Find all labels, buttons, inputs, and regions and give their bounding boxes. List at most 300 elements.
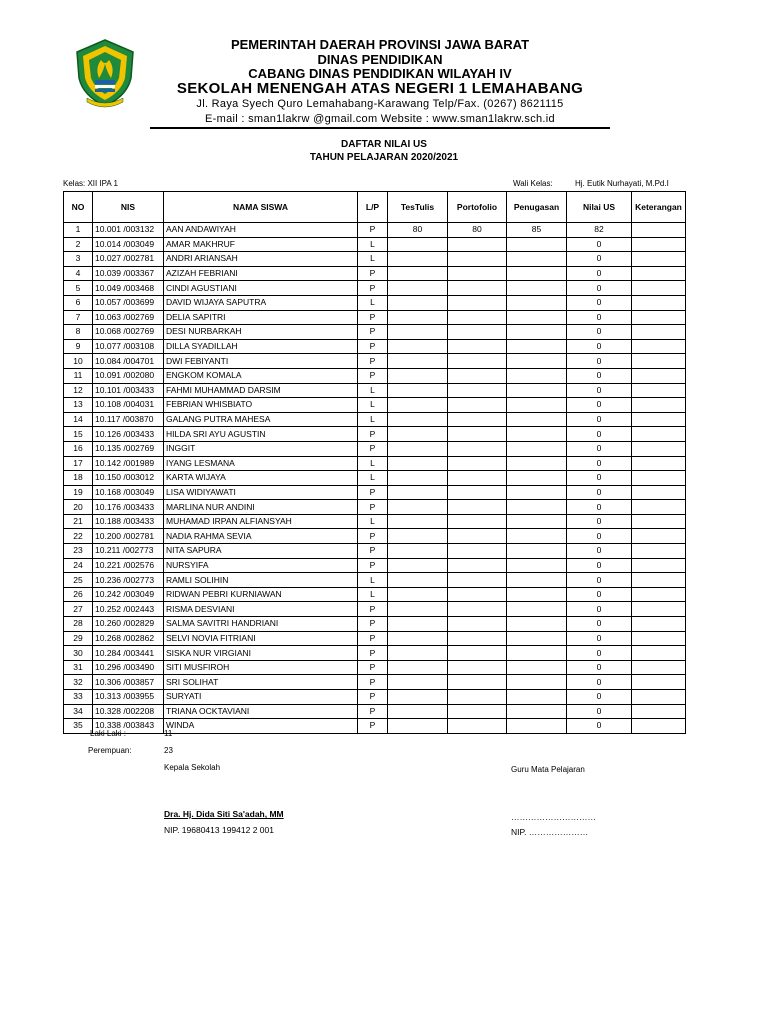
table-row: [64, 558, 686, 573]
cell-final-score: 0: [567, 719, 632, 734]
cell-written-test: [388, 514, 448, 529]
cell-name: WINDA: [164, 719, 358, 734]
cell-notes: [632, 237, 686, 252]
cell-notes: [632, 412, 686, 427]
cell-no: 12: [64, 383, 93, 398]
cell-assignment: [507, 500, 567, 515]
provincial-logo: [73, 38, 137, 108]
cell-gender: P: [358, 281, 388, 296]
cell-written-test: [388, 427, 448, 442]
cell-portfolio: [448, 544, 507, 559]
cell-no: 3: [64, 252, 93, 267]
table-row: [64, 471, 686, 486]
cell-gender: P: [358, 266, 388, 281]
cell-notes: [632, 485, 686, 500]
cell-notes: [632, 441, 686, 456]
cell-notes: [632, 704, 686, 719]
academic-year: TAHUN PELAJARAN 2020/2021: [309, 152, 459, 163]
table-row: [64, 237, 686, 252]
cell-notes: [632, 514, 686, 529]
cell-final-score: 0: [567, 675, 632, 690]
cell-written-test: [388, 339, 448, 354]
cell-assignment: [507, 587, 567, 602]
cell-name: TRIANA OCKTAVIANI: [164, 704, 358, 719]
cell-assignment: [507, 252, 567, 267]
cell-name: GALANG PUTRA MAHESA: [164, 412, 358, 427]
cell-written-test: [388, 690, 448, 705]
cell-nis: 10.200 /002781: [93, 529, 164, 544]
male-count-label: Laki Laki :: [90, 729, 127, 738]
cell-no: 18: [64, 471, 93, 486]
cell-gender: P: [358, 719, 388, 734]
cell-notes: [632, 587, 686, 602]
cell-final-score: 0: [567, 617, 632, 632]
cell-written-test: [388, 587, 448, 602]
cell-written-test: [388, 237, 448, 252]
cell-gender: P: [358, 529, 388, 544]
cell-name: LISA WIDIYAWATI: [164, 485, 358, 500]
cell-written-test: [388, 544, 448, 559]
cell-nis: 10.252 /002443: [93, 602, 164, 617]
cell-portfolio: [448, 354, 507, 369]
cell-written-test: [388, 325, 448, 340]
cell-written-test: [388, 398, 448, 413]
cell-written-test: [388, 368, 448, 383]
cell-gender: L: [358, 383, 388, 398]
cell-written-test: [388, 266, 448, 281]
cell-name: RISMA DESVIANI: [164, 602, 358, 617]
cell-portfolio: [448, 646, 507, 661]
cell-written-test: [388, 500, 448, 515]
cell-nis: 10.268 /002862: [93, 631, 164, 646]
cell-nis: 10.150 /003012: [93, 471, 164, 486]
cell-no: 5: [64, 281, 93, 296]
cell-final-score: 0: [567, 368, 632, 383]
cell-gender: P: [358, 544, 388, 559]
cell-assignment: [507, 412, 567, 427]
table-row: [64, 500, 686, 515]
cell-assignment: [507, 325, 567, 340]
cell-gender: P: [358, 704, 388, 719]
cell-final-score: 0: [567, 631, 632, 646]
table-row: [64, 398, 686, 413]
cell-assignment: [507, 485, 567, 500]
cell-portfolio: [448, 281, 507, 296]
col-header-nis: NIS: [93, 192, 164, 223]
cell-gender: P: [358, 354, 388, 369]
cell-nis: 10.242 /003049: [93, 587, 164, 602]
cell-gender: P: [358, 617, 388, 632]
cell-portfolio: [448, 485, 507, 500]
cell-written-test: [388, 354, 448, 369]
cell-portfolio: [448, 456, 507, 471]
table-row: [64, 368, 686, 383]
cell-name: KARTA WIJAYA: [164, 471, 358, 486]
cell-no: 2: [64, 237, 93, 252]
cell-portfolio: [448, 471, 507, 486]
table-row: [64, 456, 686, 471]
cell-name: MUHAMAD IRPAN ALFIANSYAH: [164, 514, 358, 529]
cell-no: 33: [64, 690, 93, 705]
col-header-name: NAMA SISWA: [164, 192, 358, 223]
cell-written-test: [388, 704, 448, 719]
male-count: 11: [164, 729, 173, 738]
cell-notes: [632, 223, 686, 238]
table-row: [64, 704, 686, 719]
cell-final-score: 0: [567, 266, 632, 281]
homeroom-teacher: Hj. Eutik Nurhayati, M.Pd.I: [575, 179, 669, 188]
col-header-portfolio: Portofolio: [448, 192, 507, 223]
cell-final-score: 0: [567, 573, 632, 588]
cell-gender: L: [358, 514, 388, 529]
cell-nis: 10.188 /003433: [93, 514, 164, 529]
cell-portfolio: [448, 602, 507, 617]
cell-nis: 10.135 /002769: [93, 441, 164, 456]
cell-notes: [632, 719, 686, 734]
cell-written-test: [388, 675, 448, 690]
cell-notes: [632, 398, 686, 413]
cell-name: RAMLI SOLIHIN: [164, 573, 358, 588]
cell-gender: P: [358, 339, 388, 354]
cell-assignment: [507, 704, 567, 719]
cell-portfolio: [448, 368, 507, 383]
cell-notes: [632, 383, 686, 398]
cell-assignment: [507, 456, 567, 471]
kop-line-1: PEMERINTAH DAERAH PROVINSI JAWA BARAT: [230, 37, 530, 52]
col-header-final-score: Nilai US: [567, 192, 632, 223]
cell-notes: [632, 252, 686, 267]
table-row: [64, 295, 686, 310]
west-java-emblem-icon: [73, 38, 137, 108]
table-row: [64, 310, 686, 325]
cell-assignment: [507, 339, 567, 354]
cell-nis: 10.221 /002576: [93, 558, 164, 573]
cell-assignment: [507, 398, 567, 413]
col-header-notes: Keterangan: [632, 192, 686, 223]
cell-gender: L: [358, 573, 388, 588]
teacher-label: Guru Mata Pelajaran: [511, 765, 585, 774]
cell-name: AZIZAH FEBRIANI: [164, 266, 358, 281]
kop-line-3: CABANG DINAS PENDIDIKAN WILAYAH IV: [248, 66, 512, 81]
cell-notes: [632, 354, 686, 369]
cell-no: 35: [64, 719, 93, 734]
cell-final-score: 0: [567, 587, 632, 602]
cell-name: SURYATI: [164, 690, 358, 705]
cell-no: 23: [64, 544, 93, 559]
cell-name: DWI FEBIYANTI: [164, 354, 358, 369]
cell-final-score: 0: [567, 295, 632, 310]
cell-notes: [632, 266, 686, 281]
cell-assignment: [507, 310, 567, 325]
cell-name: FEBRIAN WHISBIATO: [164, 398, 358, 413]
cell-nis: 10.091 /002080: [93, 368, 164, 383]
cell-final-score: 82: [567, 223, 632, 238]
cell-no: 6: [64, 295, 93, 310]
cell-gender: P: [358, 485, 388, 500]
cell-notes: [632, 500, 686, 515]
cell-notes: [632, 310, 686, 325]
cell-written-test: [388, 441, 448, 456]
cell-assignment: [507, 529, 567, 544]
table-row: [64, 383, 686, 398]
cell-assignment: [507, 514, 567, 529]
school-name: SEKOLAH MENENGAH ATAS NEGERI 1 LEMAHABANG: [176, 80, 584, 97]
principal-label: Kepala Sekolah: [164, 763, 221, 772]
cell-portfolio: [448, 587, 507, 602]
cell-no: 9: [64, 339, 93, 354]
table-row: [64, 441, 686, 456]
cell-notes: [632, 544, 686, 559]
cell-nis: 10.126 /003433: [93, 427, 164, 442]
cell-name: NITA SAPURA: [164, 544, 358, 559]
cell-final-score: 0: [567, 529, 632, 544]
cell-nis: 10.236 /002773: [93, 573, 164, 588]
cell-written-test: [388, 529, 448, 544]
cell-name: DILLA SYADILLAH: [164, 339, 358, 354]
table-row: [64, 675, 686, 690]
cell-no: 7: [64, 310, 93, 325]
cell-name: RIDWAN PEBRI KURNIAWAN: [164, 587, 358, 602]
cell-name: AMAR MAKHRUF: [164, 237, 358, 252]
cell-no: 13: [64, 398, 93, 413]
cell-gender: P: [358, 558, 388, 573]
cell-portfolio: [448, 631, 507, 646]
cell-final-score: 0: [567, 441, 632, 456]
cell-final-score: 0: [567, 412, 632, 427]
table-row: [64, 514, 686, 529]
cell-nis: 10.077 /003108: [93, 339, 164, 354]
cell-gender: L: [358, 471, 388, 486]
cell-written-test: 80: [388, 223, 448, 238]
cell-no: 4: [64, 266, 93, 281]
table-row: [64, 223, 686, 238]
cell-assignment: [507, 471, 567, 486]
cell-written-test: [388, 719, 448, 734]
cell-final-score: 0: [567, 354, 632, 369]
header-divider: [150, 127, 610, 129]
cell-notes: [632, 368, 686, 383]
cell-notes: [632, 339, 686, 354]
cell-written-test: [388, 456, 448, 471]
cell-gender: P: [358, 325, 388, 340]
cell-name: IYANG LESMANA: [164, 456, 358, 471]
cell-gender: P: [358, 660, 388, 675]
cell-notes: [632, 471, 686, 486]
cell-portfolio: [448, 573, 507, 588]
table-row: [64, 587, 686, 602]
cell-name: HILDA SRI AYU AGUSTIN: [164, 427, 358, 442]
cell-assignment: [507, 441, 567, 456]
table-header-row: [64, 192, 686, 223]
table-row: [64, 266, 686, 281]
table-row: [64, 631, 686, 646]
class-label: Kelas: XII IPA 1: [63, 179, 118, 188]
table-row: [64, 529, 686, 544]
cell-assignment: [507, 660, 567, 675]
table-row: [64, 427, 686, 442]
cell-portfolio: [448, 237, 507, 252]
female-count-label: Perempuan:: [88, 746, 132, 755]
cell-portfolio: [448, 719, 507, 734]
cell-notes: [632, 631, 686, 646]
table-row: [64, 339, 686, 354]
cell-portfolio: [448, 325, 507, 340]
cell-gender: L: [358, 237, 388, 252]
cell-portfolio: [448, 558, 507, 573]
cell-notes: [632, 281, 686, 296]
cell-gender: P: [358, 690, 388, 705]
cell-nis: 10.168 /003049: [93, 485, 164, 500]
grades-table: [63, 191, 686, 734]
cell-notes: [632, 295, 686, 310]
cell-nis: 10.328 /002208: [93, 704, 164, 719]
cell-no: 25: [64, 573, 93, 588]
cell-nis: 10.211 /002773: [93, 544, 164, 559]
cell-written-test: [388, 660, 448, 675]
cell-portfolio: [448, 383, 507, 398]
cell-gender: P: [358, 223, 388, 238]
cell-final-score: 0: [567, 398, 632, 413]
cell-no: 1: [64, 223, 93, 238]
cell-written-test: [388, 617, 448, 632]
cell-nis: 10.142 /001989: [93, 456, 164, 471]
cell-no: 26: [64, 587, 93, 602]
cell-portfolio: [448, 675, 507, 690]
cell-nis: 10.108 /004031: [93, 398, 164, 413]
cell-no: 16: [64, 441, 93, 456]
cell-portfolio: [448, 252, 507, 267]
cell-assignment: [507, 281, 567, 296]
cell-notes: [632, 529, 686, 544]
col-header-gender: L/P: [358, 192, 388, 223]
table-row: [64, 690, 686, 705]
cell-final-score: 0: [567, 646, 632, 661]
cell-written-test: [388, 412, 448, 427]
cell-gender: L: [358, 398, 388, 413]
cell-name: NURSYIFA: [164, 558, 358, 573]
col-header-assignment: Penugasan: [507, 192, 567, 223]
cell-written-test: [388, 646, 448, 661]
cell-name: FAHMI MUHAMMAD DARSIM: [164, 383, 358, 398]
cell-assignment: 85: [507, 223, 567, 238]
cell-notes: [632, 456, 686, 471]
cell-gender: L: [358, 295, 388, 310]
cell-gender: P: [358, 368, 388, 383]
cell-name: SALMA SAVITRI HANDRIANI: [164, 617, 358, 632]
cell-name: DAVID WIJAYA SAPUTRA: [164, 295, 358, 310]
cell-portfolio: 80: [448, 223, 507, 238]
cell-name: NADIA RAHMA SEVIA: [164, 529, 358, 544]
cell-notes: [632, 602, 686, 617]
table-row: [64, 646, 686, 661]
cell-final-score: 0: [567, 237, 632, 252]
document-title: DAFTAR NILAI US: [341, 139, 427, 150]
table-row: [64, 602, 686, 617]
cell-notes: [632, 325, 686, 340]
table-row: [64, 325, 686, 340]
cell-portfolio: [448, 660, 507, 675]
cell-assignment: [507, 675, 567, 690]
cell-no: 10: [64, 354, 93, 369]
cell-assignment: [507, 237, 567, 252]
cell-gender: P: [358, 441, 388, 456]
cell-no: 24: [64, 558, 93, 573]
cell-written-test: [388, 281, 448, 296]
cell-name: MARLINA NUR ANDINI: [164, 500, 358, 515]
table-row: [64, 354, 686, 369]
col-header-written-test: TesTulis: [388, 192, 448, 223]
cell-nis: 10.001 /003132: [93, 223, 164, 238]
cell-final-score: 0: [567, 310, 632, 325]
cell-final-score: 0: [567, 544, 632, 559]
cell-no: 22: [64, 529, 93, 544]
cell-written-test: [388, 602, 448, 617]
cell-no: 17: [64, 456, 93, 471]
cell-portfolio: [448, 295, 507, 310]
cell-nis: 10.306 /003857: [93, 675, 164, 690]
cell-assignment: [507, 368, 567, 383]
cell-assignment: [507, 383, 567, 398]
cell-nis: 10.027 /002781: [93, 252, 164, 267]
cell-gender: P: [358, 646, 388, 661]
cell-notes: [632, 660, 686, 675]
cell-no: 15: [64, 427, 93, 442]
cell-assignment: [507, 558, 567, 573]
cell-nis: 10.284 /003441: [93, 646, 164, 661]
cell-portfolio: [448, 339, 507, 354]
cell-final-score: 0: [567, 500, 632, 515]
cell-nis: 10.338 /003843: [93, 719, 164, 734]
cell-nis: 10.084 /004701: [93, 354, 164, 369]
cell-notes: [632, 427, 686, 442]
cell-written-test: [388, 295, 448, 310]
cell-written-test: [388, 310, 448, 325]
cell-notes: [632, 558, 686, 573]
cell-final-score: 0: [567, 427, 632, 442]
cell-gender: L: [358, 456, 388, 471]
cell-assignment: [507, 617, 567, 632]
cell-gender: L: [358, 252, 388, 267]
cell-written-test: [388, 573, 448, 588]
cell-written-test: [388, 485, 448, 500]
cell-portfolio: [448, 412, 507, 427]
cell-name: SELVI NOVIA FITRIANI: [164, 631, 358, 646]
cell-no: 21: [64, 514, 93, 529]
cell-nis: 10.063 /002769: [93, 310, 164, 325]
cell-name: ANDRI ARIANSAH: [164, 252, 358, 267]
cell-notes: [632, 617, 686, 632]
cell-name: DESI NURBARKAH: [164, 325, 358, 340]
cell-portfolio: [448, 441, 507, 456]
principal-name: Dra. Hj. Dida Siti Sa'adah, MM: [164, 809, 284, 819]
cell-final-score: 0: [567, 704, 632, 719]
teacher-name-placeholder: …………………………: [511, 812, 596, 822]
cell-final-score: 0: [567, 485, 632, 500]
female-count: 23: [164, 746, 173, 755]
cell-assignment: [507, 719, 567, 734]
cell-assignment: [507, 544, 567, 559]
table-body: [64, 223, 686, 734]
cell-no: 34: [64, 704, 93, 719]
cell-final-score: 0: [567, 325, 632, 340]
cell-portfolio: [448, 500, 507, 515]
table-row: [64, 719, 686, 734]
cell-notes: [632, 646, 686, 661]
cell-portfolio: [448, 617, 507, 632]
cell-no: 29: [64, 631, 93, 646]
cell-assignment: [507, 266, 567, 281]
cell-no: 32: [64, 675, 93, 690]
